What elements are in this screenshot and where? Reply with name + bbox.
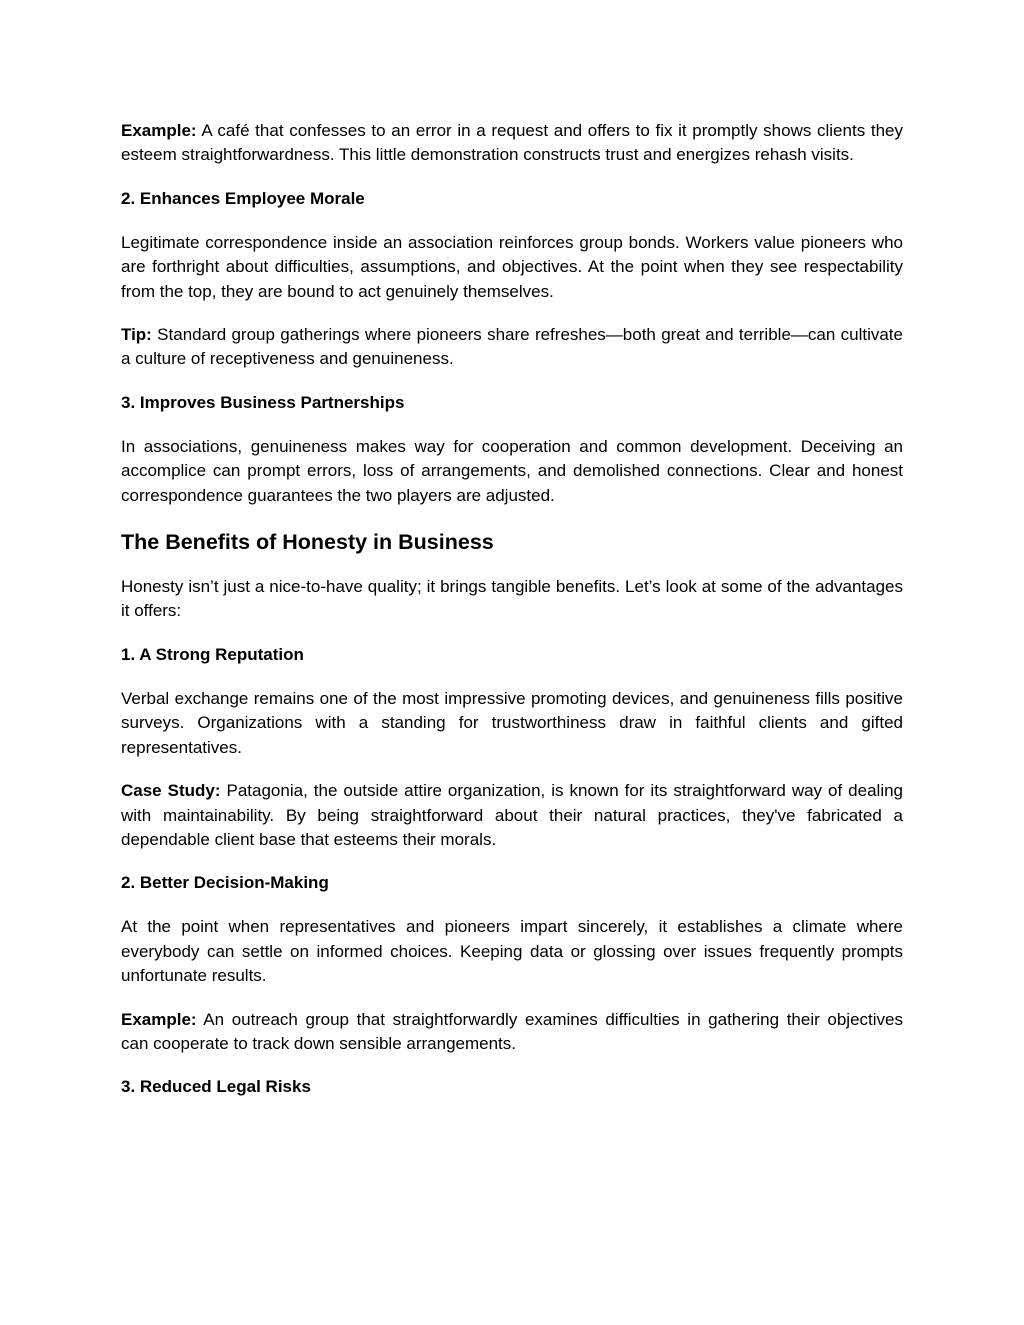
subheading-strong-reputation: 1. A Strong Reputation bbox=[121, 644, 304, 664]
subheading-better-decision-making: 2. Better Decision-Making bbox=[121, 873, 329, 893]
reputation-paragraph: Verbal exchange remains one of the most impressive promoting devices, and genuineness fills positive surveys. Organizations with a standing for trustworthiness draw in faithful clients and gifted representatives. bbox=[121, 688, 903, 757]
subheading-enhances-employee-morale: 2. Enhances Employee Morale bbox=[121, 188, 365, 208]
bold-lead: Case Study: bbox=[121, 781, 221, 801]
benefits-intro-paragraph: Honesty isn’t just a nice-to-have quality; it brings tangible benefits. Let’s look at some of the advantages it offers: bbox=[121, 577, 903, 621]
bold-lead: Tip: bbox=[121, 325, 152, 345]
example-outreach-paragraph bbox=[121, 1008, 903, 1057]
bold-lead: Example: bbox=[121, 1009, 197, 1029]
paragraph-text: Standard group gatherings where pioneers share refreshes—both great and terrible—can cultivate a culture of receptiveness and genuineness. bbox=[121, 325, 903, 369]
bold-lead: Example: bbox=[121, 121, 197, 140]
example-cafe-paragraph bbox=[121, 119, 903, 168]
paragraph-text: Patagonia, the outside attire organization, is known for its straightforward way of dealing with maintainability. By being straightforward about their natural practices, they've fabricated a dependable client base that esteems their morals. bbox=[121, 781, 904, 849]
section-title-benefits: The Benefits of Honesty in Business bbox=[121, 530, 494, 555]
document-body bbox=[121, 119, 903, 1119]
tip-paragraph bbox=[121, 323, 903, 372]
partnerships-paragraph: In associations, genuineness makes way for cooperation and common development. Deceiving an accomplice can prompt errors, loss of arrangements, and demolished connections. Clear and honest correspondence guarantees the two players are adjusted. bbox=[121, 436, 903, 505]
decision-making-paragraph: At the point when representatives and pioneers impart sincerely, it establishes a climate where everybody can settle on informed choices. Keeping data or glossing over issues frequently prompts unfortunate results. bbox=[121, 917, 903, 986]
subheading-reduced-legal-risks: 3. Reduced Legal Risks bbox=[121, 1077, 311, 1097]
paragraph-text: An outreach group that straightforwardly examines difficulties in gathering their objectives can cooperate to track down sensible arrangements. bbox=[121, 1009, 903, 1053]
employee-morale-paragraph: Legitimate correspondence inside an association reinforces group bonds. Workers value pioneers who are forthright about difficulties, assumptions, and objectives. At the point when they see respectability from the top, they are bound to act genuinely themselves. bbox=[121, 232, 903, 301]
case-study-paragraph bbox=[121, 779, 903, 852]
subheading-improves-business-partnerships: 3. Improves Business Partnerships bbox=[121, 392, 405, 412]
paragraph-text: A café that confesses to an error in a request and offers to fix it promptly shows clients they esteem straightforwardness. This little demonstration constructs trust and energizes rehash visits. bbox=[121, 121, 903, 165]
